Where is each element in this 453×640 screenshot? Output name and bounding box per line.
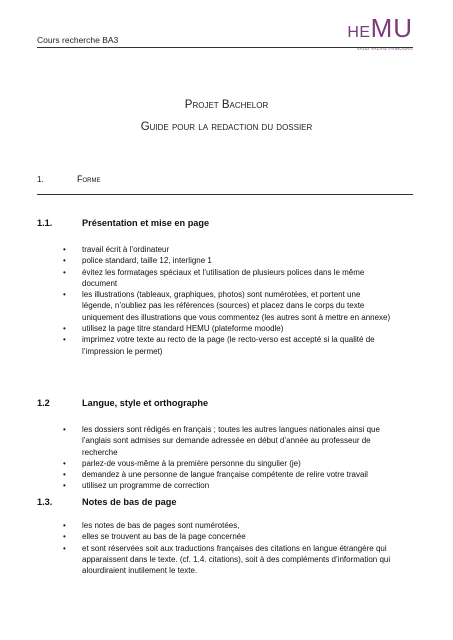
section-divider [37, 194, 413, 195]
list-item: • utilisez la page titre standard HEMU (plateforme moodle) [63, 323, 393, 334]
section-label: Forme [77, 174, 101, 184]
list-item: • parlez-de vous-même à la première personne du singulier (je) [63, 458, 393, 469]
document-title: Projet Bachelor [184, 99, 269, 111]
subsection-heading-langue [37, 398, 208, 408]
subsection-number: 1.2 [37, 398, 50, 408]
document-subtitle: Guide pour la redaction du dossier [140, 121, 313, 133]
list-item: • police standard, taille 12, interligne 1 [63, 255, 393, 266]
list-item: • les notes de bas de pages sont numérotées, [63, 520, 393, 531]
list-item: • et sont réservées soit aux traductions françaises des citations en langue étrangère qui apparaissent dans le texte. (cf. 1.4. citations), soit à des compléments d’information qui alourdiraient inutilement le texte. [63, 543, 393, 577]
list-item: • demandez à une personne de langue française compétente de relire votre travail [63, 469, 393, 480]
header-divider [37, 47, 413, 48]
bullet-list-notes [63, 520, 393, 576]
subsection-number: 1.1. [37, 218, 53, 228]
course-header: Cours recherche BA3 [37, 35, 119, 45]
list-item: • les dossiers sont rédigés en français ; toutes les autres langues nationales ainsi que l’anglais sont admises sur demande adressée en début d’année au professeur de recherche [63, 424, 393, 458]
bullet-list-presentation [63, 244, 393, 357]
section-number: 1. [37, 175, 44, 184]
list-item: • travail écrit à l’ordinateur [63, 244, 393, 255]
subsection-title: Présentation et mise en page [82, 218, 210, 228]
subsection-heading-presentation [37, 218, 209, 228]
subsection-number: 1.3. [37, 497, 53, 507]
list-item: • évitez les formatages spéciaux et l’utilisation de plusieurs polices dans le même document [63, 267, 393, 290]
logo-subtitle: VAUD VALAIS FRIBOURG [356, 46, 413, 51]
bullet-list-langue [63, 424, 393, 492]
list-item: • utilisez un programme de correction [63, 480, 393, 491]
hemu-logo [341, 14, 413, 51]
list-item: • elles se trouvent au bas de la page concernée [63, 531, 393, 542]
list-item: • les illustrations (tableaux, graphiques, photos) sont numérotées, et portent une légende, n’oubliez pas les références (sources) et placez dans le corps du texte uniquement des illustrations que vous commentez (les autres sont à mettre en annexe) [63, 289, 393, 323]
subsection-title: Langue, style et orthographe [82, 398, 209, 408]
subsection-title: Notes de bas de page [82, 497, 177, 507]
section-heading [37, 174, 101, 184]
subsection-heading-notes [37, 497, 176, 507]
list-item: • imprimez votre texte au recto de la page (le recto-verso est accepté si la qualité de l’impression le permet) [63, 334, 393, 357]
logo-mark: HEMU [347, 13, 413, 43]
